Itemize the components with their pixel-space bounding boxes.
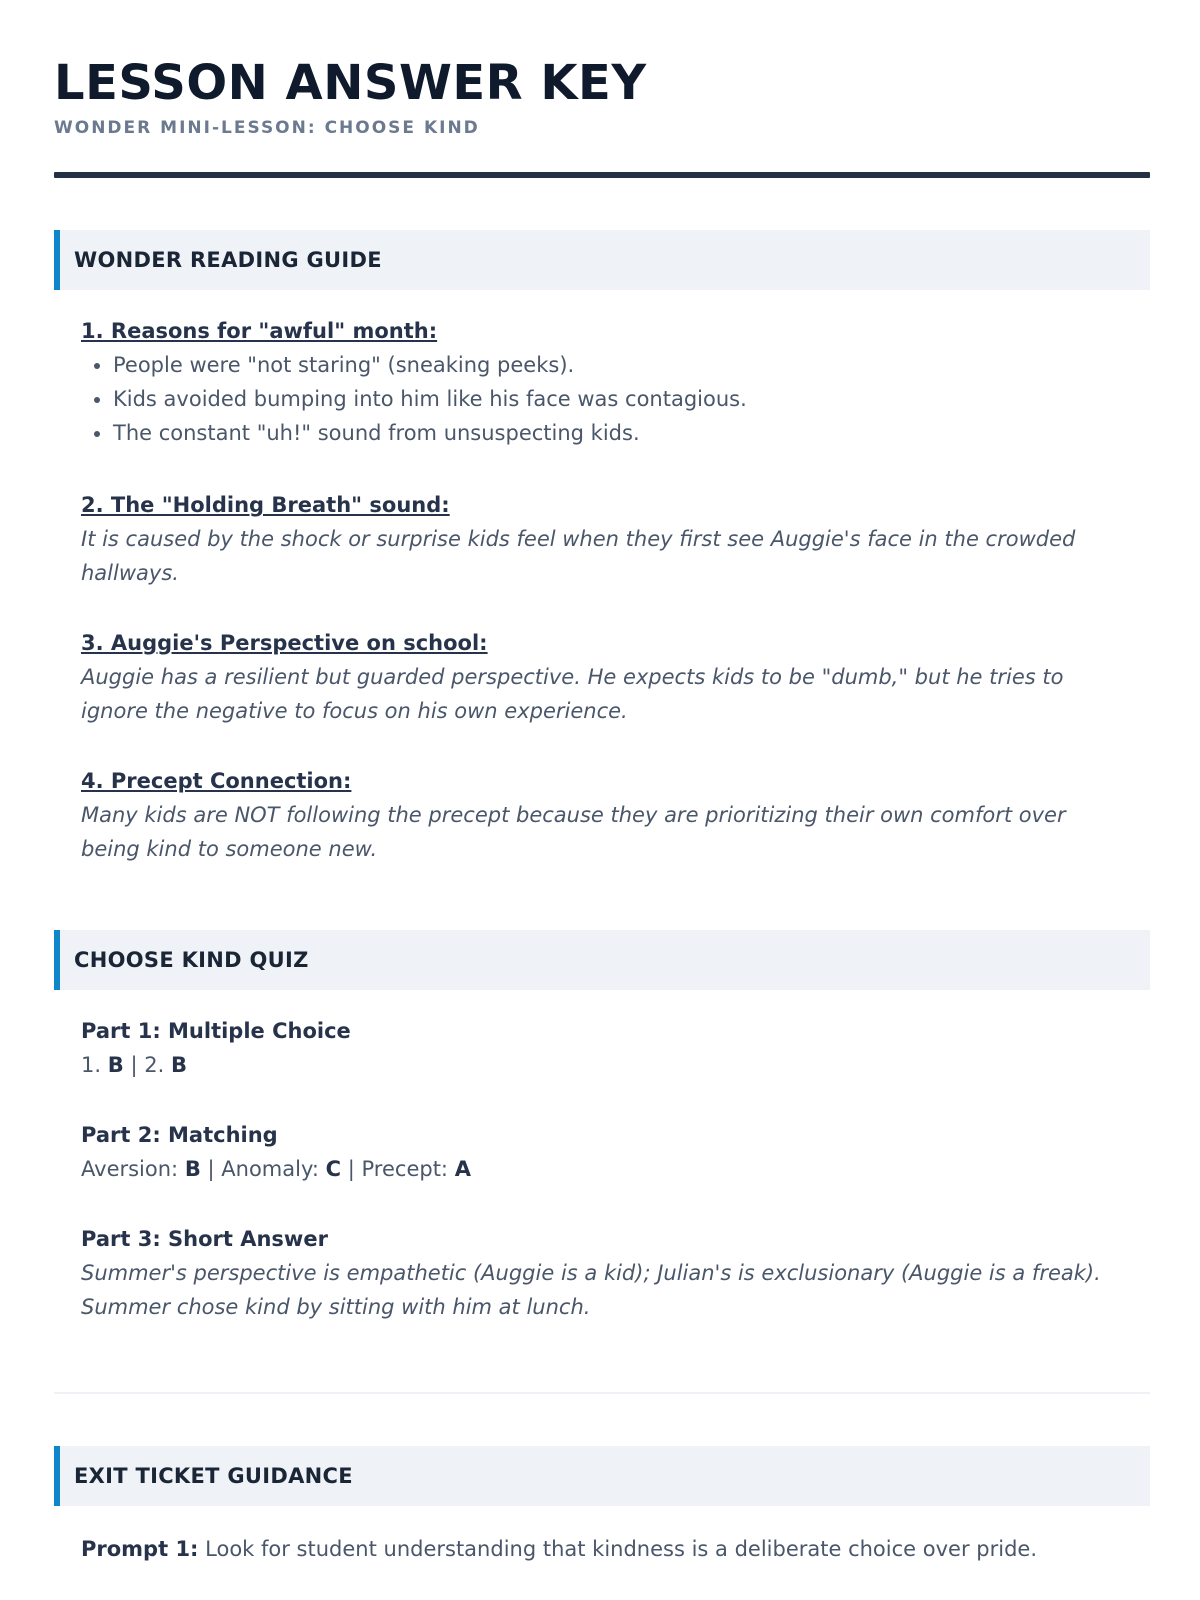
separator: | <box>130 1053 138 1077</box>
answer-key-page <box>54 0 1150 1566</box>
item-label: Anomaly: <box>221 1157 319 1181</box>
section-divider <box>54 1392 1150 1394</box>
section-header-exit-ticket <box>54 1446 1150 1506</box>
part-2-answers <box>81 1152 1150 1186</box>
exit-ticket-prompt-1 <box>81 1532 1150 1566</box>
item-label: Aversion: <box>81 1157 179 1181</box>
item-answer: A <box>454 1157 471 1181</box>
part-title: Part 2: Matching <box>81 1123 278 1147</box>
question-3 <box>81 626 1150 728</box>
reading-guide-body <box>54 314 1150 866</box>
question-title: 2. The "Holding Breath" sound: <box>81 493 450 517</box>
quiz-part-1 <box>81 1014 1150 1082</box>
exit-ticket-body <box>54 1532 1150 1566</box>
header-rule <box>54 172 1150 178</box>
item-label: Precept: <box>361 1157 449 1181</box>
section-heading: EXIT TICKET GUIDANCE <box>74 1464 353 1488</box>
section-heading: WONDER READING GUIDE <box>74 248 382 272</box>
item-answer: C <box>325 1157 342 1181</box>
prompt-text: Look for student understanding that kindness is a deliberate choice over pride. <box>205 1537 1037 1561</box>
item-answer: B <box>184 1157 201 1181</box>
prompt-label: Prompt 1: <box>81 1537 199 1561</box>
part-1-answers <box>81 1048 1150 1082</box>
question-2 <box>81 488 1150 590</box>
list-item: • Kids avoided bumping into him like his face was contagious. <box>113 382 1150 416</box>
part-title: Part 1: Multiple Choice <box>81 1019 351 1043</box>
quiz-body <box>54 1014 1150 1324</box>
question-4 <box>81 764 1150 866</box>
separator: | <box>207 1157 215 1181</box>
question-answer: Auggie has a resilient but guarded perspective. He expects kids to be "dumb," but he tries to ignore the negative to focus on his own experience. <box>81 665 1064 723</box>
separator: | <box>347 1157 355 1181</box>
quiz-part-2 <box>81 1118 1150 1186</box>
item-answer: B <box>170 1053 187 1077</box>
page-subtitle: WONDER MINI-LESSON: CHOOSE KIND <box>54 118 480 138</box>
question-title: 3. Auggie's Perspective on school: <box>81 631 488 655</box>
section-header-quiz <box>54 930 1150 990</box>
part-3-answer: Summer's perspective is empathetic (Auggie is a kid); Julian's is exclusionary (Auggie is a freak). Summer chose kind by sitting with him at lunch. <box>81 1261 1101 1319</box>
part-title: Part 3: Short Answer <box>81 1227 328 1251</box>
list-item: • People were "not staring" (sneaking peeks). <box>113 348 1150 382</box>
question-1 <box>81 314 1150 450</box>
list-item: • The constant "uh!" sound from unsuspecting kids. <box>113 416 1150 450</box>
section-header-reading-guide <box>54 230 1150 290</box>
question-answer: Many kids are NOT following the precept because they are prioritizing their own comfort over being kind to someone new. <box>81 803 1066 861</box>
question-title: 1. Reasons for "awful" month: <box>81 319 438 343</box>
question-answer: It is caused by the shock or surprise kids feel when they first see Auggie's face in the crowded hallways. <box>81 527 1076 585</box>
item-label: 2. <box>144 1053 165 1077</box>
quiz-part-3 <box>81 1222 1150 1324</box>
page-title: LESSON ANSWER KEY <box>54 55 647 111</box>
question-title: 4. Precept Connection: <box>81 769 352 793</box>
item-answer: B <box>107 1053 124 1077</box>
question-1-bullets <box>81 348 1150 450</box>
item-label: 1. <box>81 1053 102 1077</box>
section-heading: CHOOSE KIND QUIZ <box>74 948 309 972</box>
